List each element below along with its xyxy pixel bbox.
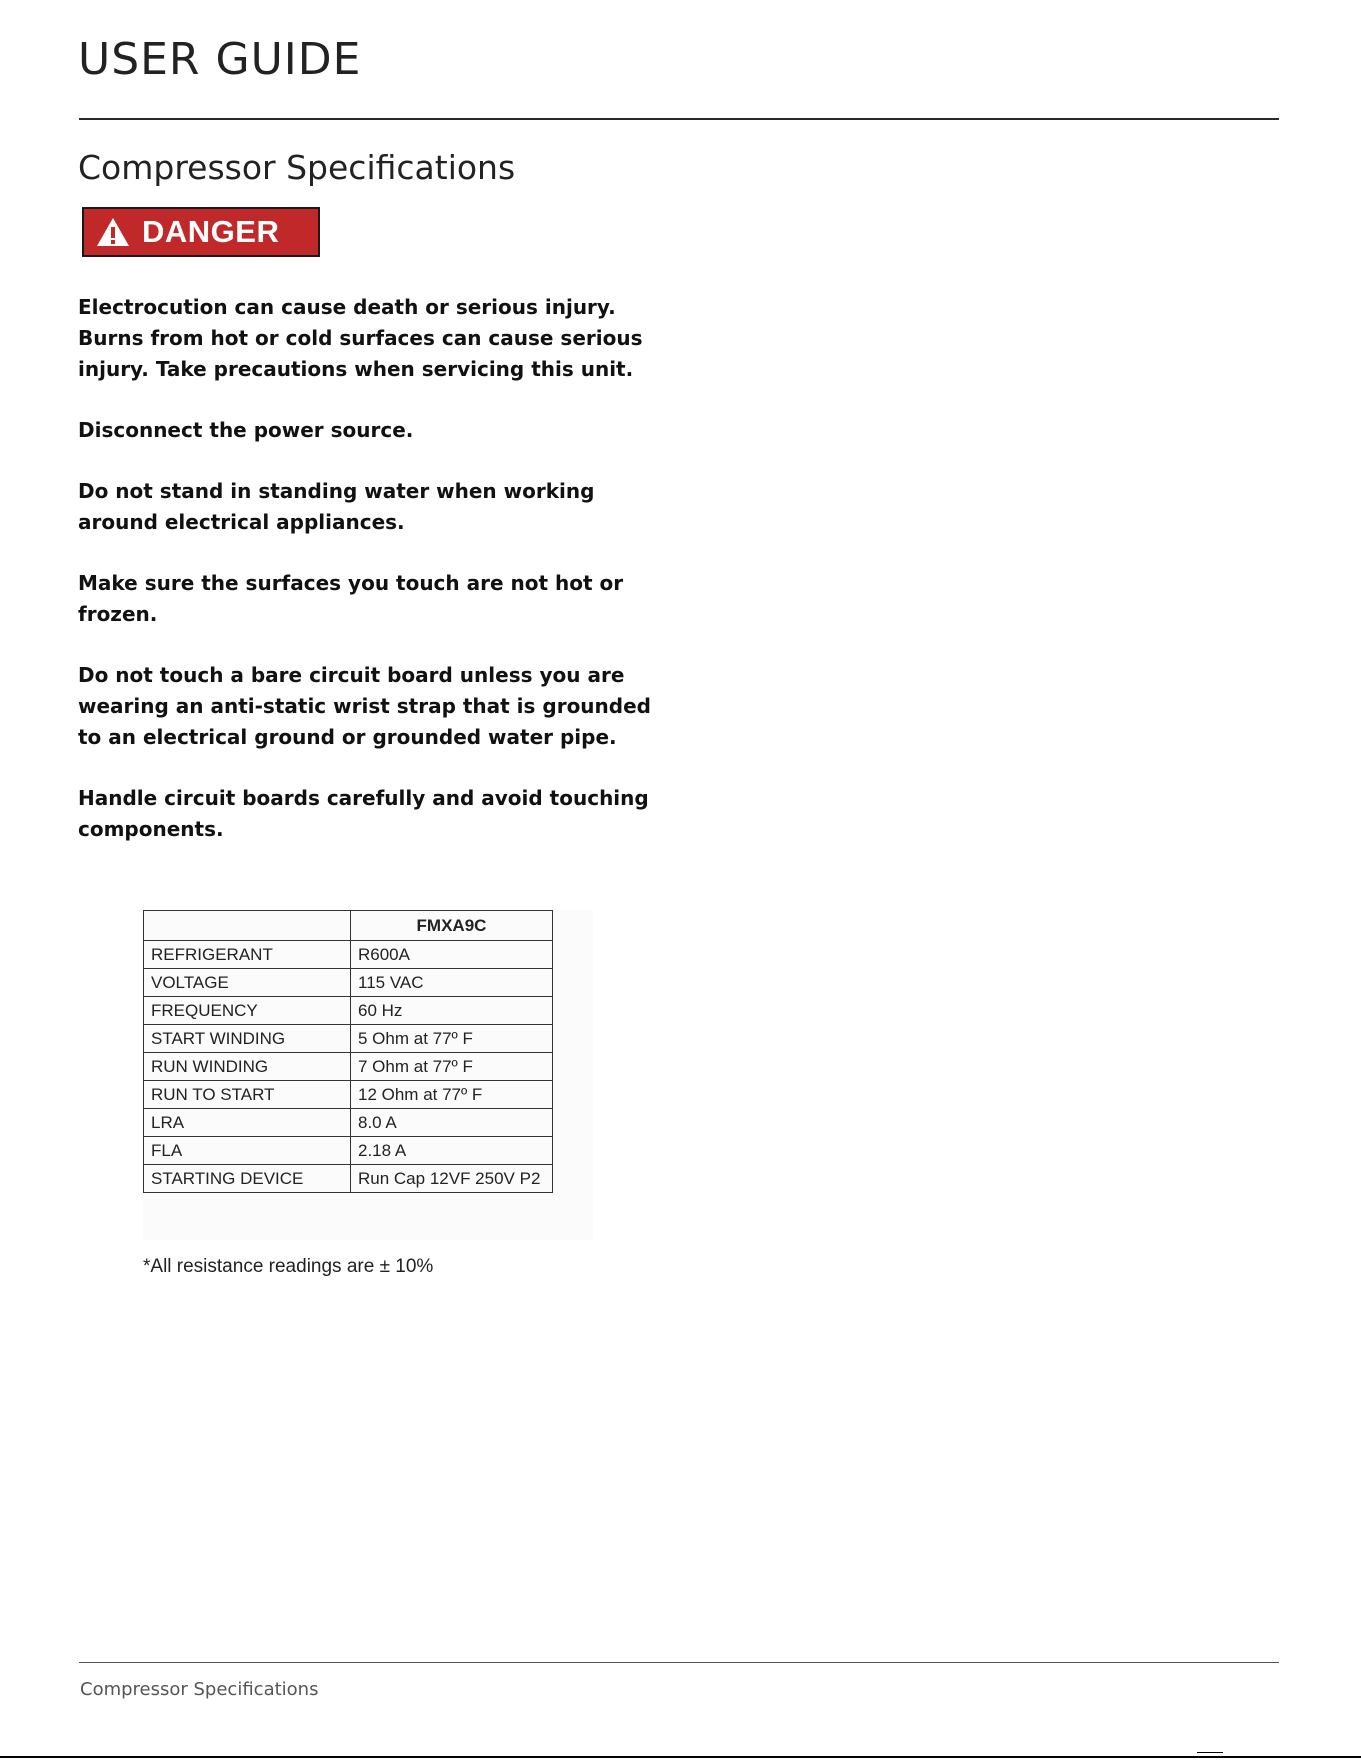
spec-value: 5 Ohm at 77º F [351,1025,553,1053]
page-header-title: USER GUIDE [78,34,362,85]
section-title: Compressor Specifications [78,148,516,187]
spec-value: Run Cap 12VF 250V P2 [351,1165,553,1193]
table-row [144,1053,553,1081]
spec-label: STARTING DEVICE [144,1165,351,1193]
warning-paragraph: Make sure the surfaces you touch are not hot or frozen. [78,571,624,626]
table-row [144,1165,553,1193]
danger-label: DANGER [142,214,280,249]
spec-value: 7 Ohm at 77º F [351,1053,553,1081]
spec-label: START WINDING [144,1025,351,1053]
header-divider [79,118,1279,120]
table-header-cell: FMXA9C [351,911,553,941]
spec-value: R600A [351,941,553,969]
warning-paragraph: Handle circuit boards carefully and avoid touching components. [78,786,649,841]
table-row [144,1081,553,1109]
safety-warnings [78,292,678,875]
page-bottom-edge [0,1756,1361,1758]
spec-label: VOLTAGE [144,969,351,997]
spec-table-image [143,910,593,1240]
table-header-row [144,911,553,941]
warning-paragraph: Electrocution can cause death or serious injury. Burns from hot or cold surfaces can cause serious injury. Take precautions when servicing this unit. [78,295,643,381]
footer-divider [79,1662,1279,1663]
compressor-spec-table [143,910,553,1193]
table-row [144,1137,553,1165]
spec-label: RUN TO START [144,1081,351,1109]
spec-label: REFRIGERANT [144,941,351,969]
spec-value: 2.18 A [351,1137,553,1165]
warning-paragraph: Do not stand in standing water when working around electrical appliances. [78,479,595,534]
spec-value: 115 VAC [351,969,553,997]
spec-value: 12 Ohm at 77º F [351,1081,553,1109]
warning-triangle-icon [96,216,130,248]
footer-section-label: Compressor Specifications [80,1679,319,1700]
table-row [144,969,553,997]
danger-banner [82,207,320,257]
warning-paragraph: Disconnect the power source. [78,418,414,442]
table-row [144,1109,553,1137]
spec-label: RUN WINDING [144,1053,351,1081]
table-row [144,997,553,1025]
table-row [144,1025,553,1053]
spec-value: 8.0 A [351,1109,553,1137]
spec-label: FLA [144,1137,351,1165]
warning-paragraph: Do not touch a bare circuit board unless you are wearing an anti-static wrist strap that is grounded to an electrical ground or grounded water pipe. [78,663,651,749]
page-edge-mark [1197,1752,1223,1753]
spec-value: 60 Hz [351,997,553,1025]
table-header-cell [144,911,351,941]
spec-label: LRA [144,1109,351,1137]
table-row [144,941,553,969]
spec-label: FREQUENCY [144,997,351,1025]
resistance-note: *All resistance readings are ± 10% [143,1256,434,1277]
